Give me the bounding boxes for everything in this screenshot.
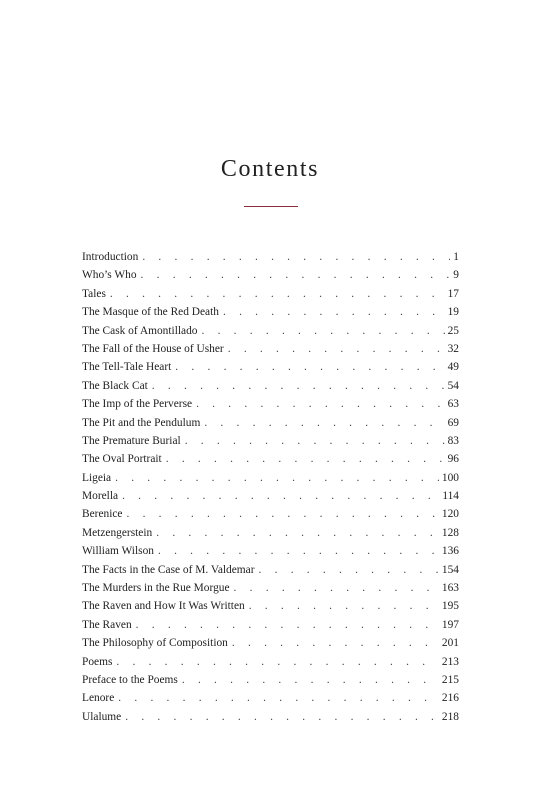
toc-entry[interactable] xyxy=(82,432,459,450)
toc-entry-title: Who’s Who xyxy=(82,269,137,282)
dot-leader xyxy=(158,542,439,560)
toc-entry-page-number: 216 xyxy=(441,692,459,705)
toc-entry-page-number: 195 xyxy=(441,600,459,613)
toc-entry-title: The Fall of the House of Usher xyxy=(82,342,224,355)
dot-leader xyxy=(259,561,439,579)
toc-entry[interactable] xyxy=(82,708,459,726)
toc-entry-title: Poems xyxy=(82,655,113,668)
toc-entry-title: The Premature Burial xyxy=(82,434,181,447)
toc-entry[interactable] xyxy=(82,671,459,689)
dot-leader xyxy=(232,634,439,652)
toc-entry[interactable] xyxy=(82,653,459,671)
toc-entry[interactable] xyxy=(82,616,459,634)
dot-leader xyxy=(223,303,445,321)
toc-entry-title: Lenore xyxy=(82,692,115,705)
title-divider xyxy=(244,206,298,207)
toc-entry-page-number: 83 xyxy=(447,434,459,447)
dot-leader xyxy=(125,708,439,726)
toc-entry-page-number: 136 xyxy=(441,545,459,558)
toc-entry-title: Preface to the Poems xyxy=(82,673,178,686)
dot-leader xyxy=(228,340,445,358)
toc-entry-title: Introduction xyxy=(82,251,139,263)
dot-leader xyxy=(201,322,444,340)
dot-leader xyxy=(182,671,439,689)
toc-entry-title: Berenice xyxy=(82,508,123,521)
toc-entry-title: The Raven and How It Was Written xyxy=(82,600,245,613)
toc-entry-title: The Tell-Tale Heart xyxy=(82,361,172,374)
toc-entry[interactable] xyxy=(82,579,459,597)
dot-leader xyxy=(141,266,451,284)
dot-leader xyxy=(185,432,445,450)
toc-entry[interactable] xyxy=(82,285,459,303)
toc-entry[interactable] xyxy=(82,487,459,505)
toc-entry-page-number: 213 xyxy=(441,655,459,668)
toc-entry[interactable] xyxy=(82,414,459,432)
toc-entry[interactable] xyxy=(82,634,459,652)
toc-entry-page-number: 201 xyxy=(441,637,459,650)
page-title: Contents xyxy=(220,156,320,182)
toc-entry[interactable] xyxy=(82,340,459,358)
toc-entry[interactable] xyxy=(82,524,459,542)
toc-entry-page-number: 215 xyxy=(441,673,459,686)
toc-entry-page-number: 32 xyxy=(447,342,459,355)
toc-entry-title: The Cask of Amontillado xyxy=(82,324,198,337)
toc-entry-page-number: 49 xyxy=(447,361,459,374)
toc-entry-title: Metzengerstein xyxy=(82,526,153,539)
toc-entry-title: The Imp of the Perverse xyxy=(82,398,193,411)
dot-leader xyxy=(196,395,445,413)
toc-entry[interactable] xyxy=(82,597,459,615)
toc-entry-title: The Facts in the Case of M. Valdemar xyxy=(82,563,255,576)
dot-leader xyxy=(234,579,439,597)
toc-entry-title: The Black Cat xyxy=(82,379,148,392)
toc-entry[interactable] xyxy=(82,358,459,376)
toc-entry[interactable] xyxy=(82,248,459,266)
toc-entry-title: William Wilson xyxy=(82,545,154,558)
dot-leader xyxy=(166,450,445,468)
toc-entry-page-number: 128 xyxy=(441,526,459,539)
toc-entry[interactable] xyxy=(82,395,459,413)
dot-leader xyxy=(115,469,439,487)
toc-entry-page-number: 69 xyxy=(447,416,459,429)
toc-entry[interactable] xyxy=(82,303,459,321)
dot-leader xyxy=(110,285,445,303)
dot-leader xyxy=(152,377,445,395)
toc-entry[interactable] xyxy=(82,322,459,340)
dot-leader xyxy=(175,358,444,376)
toc-entry[interactable] xyxy=(82,505,459,523)
toc-entry-title: The Masque of the Red Death xyxy=(82,306,219,319)
dot-leader xyxy=(156,524,439,542)
toc-entry-title: The Murders in the Rue Morgue xyxy=(82,582,230,595)
dot-leader xyxy=(136,616,439,634)
dot-leader xyxy=(126,505,438,523)
toc-entry[interactable] xyxy=(82,266,459,284)
toc-entry[interactable] xyxy=(82,450,459,468)
toc-entry-page-number: 100 xyxy=(441,471,459,484)
toc-entry-page-number: 154 xyxy=(441,563,459,576)
dot-leader xyxy=(116,653,439,671)
toc-entry-page-number: 197 xyxy=(441,618,459,631)
toc-entry-title: The Philosophy of Composition xyxy=(82,637,228,650)
toc-entry-title: Ligeia xyxy=(82,471,112,484)
toc-entry-page-number: 63 xyxy=(447,398,459,411)
toc-entry-title: Ulalume xyxy=(82,710,122,723)
table-of-contents xyxy=(82,248,459,726)
toc-entry[interactable] xyxy=(82,469,459,487)
dot-leader xyxy=(122,487,439,505)
toc-entry-page-number: 17 xyxy=(447,287,459,300)
toc-entry-page-number: 163 xyxy=(441,582,459,595)
toc-entry[interactable] xyxy=(82,561,459,579)
dot-leader xyxy=(204,414,444,432)
toc-entry-page-number: 218 xyxy=(441,710,459,723)
toc-entry-page-number: 114 xyxy=(442,490,459,503)
dot-leader xyxy=(249,597,439,615)
toc-entry-page-number: 25 xyxy=(447,324,459,337)
toc-entry-page-number: 120 xyxy=(441,508,459,521)
dot-leader xyxy=(118,689,439,707)
toc-entry-page-number: 54 xyxy=(447,379,459,392)
toc-entry[interactable] xyxy=(82,542,459,560)
toc-entry-title: The Raven xyxy=(82,618,132,631)
toc-entry[interactable] xyxy=(82,377,459,395)
toc-entry[interactable] xyxy=(82,689,459,707)
toc-entry-title: Tales xyxy=(82,287,106,300)
toc-entry-title: Morella xyxy=(82,490,119,503)
dot-leader xyxy=(142,248,450,266)
toc-entry-page-number: 1 xyxy=(453,251,459,263)
toc-entry-page-number: 19 xyxy=(447,306,459,319)
toc-entry-title: The Oval Portrait xyxy=(82,453,162,466)
toc-entry-page-number: 9 xyxy=(453,269,459,282)
toc-entry-page-number: 96 xyxy=(447,453,459,466)
toc-entry-title: The Pit and the Pendulum xyxy=(82,416,201,429)
